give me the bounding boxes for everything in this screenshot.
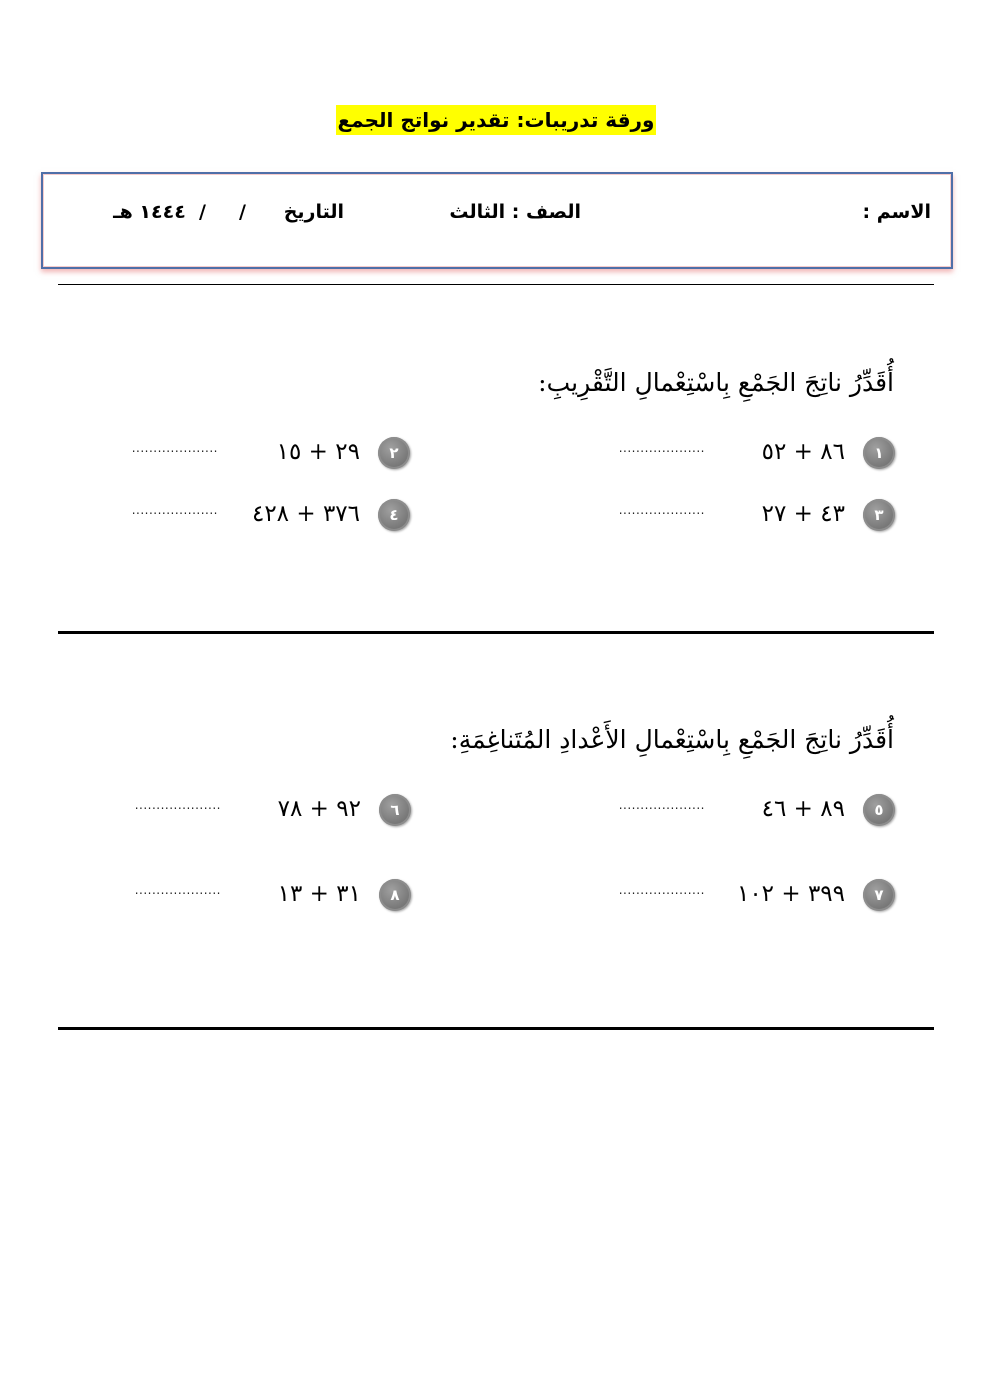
problem-number-badge: ٢ [378,437,410,469]
divider-middle [58,631,934,634]
name-label: الاسم : [862,201,931,223]
problem-number-badge: ٧ [863,879,895,911]
page-title: ورقة تدريبات: تقدير نواتج الجمع [336,105,657,135]
problem-1 [595,437,895,469]
section1-title: أُقَدِّرُ ناتِجَ الجَمْعِ بِاسْتِعْمالِ التَّقْرِيبِ: [538,368,894,397]
answer-blank: .................... [618,883,705,897]
grade-label: الصف : الثالث [449,201,581,223]
answer-blank: .................... [131,503,218,517]
divider-top [58,284,934,285]
problem-number-badge: ٤ [378,499,410,531]
answer-blank: .................... [134,883,221,897]
problem-expression: ٩٢ + ٧٨ [277,796,361,822]
problem-7 [595,879,895,911]
problem-5 [595,794,895,826]
problem-number-badge: ١ [863,437,895,469]
answer-blank: .................... [618,441,705,455]
problem-number-badge: ٣ [863,499,895,531]
student-info-box [41,172,953,269]
answer-blank: .................... [131,441,218,455]
problem-expression: ٨٩ + ٤٦ [761,796,845,822]
answer-blank: .................... [618,503,705,517]
problem-2 [110,437,410,469]
problem-3 [595,499,895,531]
problem-expression: ٤٣ + ٢٧ [761,501,845,527]
problem-8 [111,879,411,911]
problem-number-badge: ٦ [379,794,411,826]
problem-expression: ٨٦ + ٥٢ [761,439,845,465]
problem-6 [111,794,411,826]
problem-expression: ٢٩ + ١٥ [276,439,360,465]
title-wrapper [0,105,992,135]
answer-blank: .................... [134,798,221,812]
divider-bottom [58,1027,934,1030]
problem-number-badge: ٥ [863,794,895,826]
problem-number-badge: ٨ [379,879,411,911]
problem-expression: ٣٩٩ + ١٠٢ [736,881,845,907]
section2-title: أُقَدِّرُ ناتِجَ الجَمْعِ بِاسْتِعْمالِ الأَعْدادِ المُتَناغِمَةِ: [450,725,894,754]
problem-expression: ٣٧٦ + ٤٢٨ [251,501,360,527]
problem-expression: ٣١ + ١٣ [277,881,361,907]
problem-4 [110,499,410,531]
answer-blank: .................... [618,798,705,812]
date-label: التاريخ [283,201,344,223]
date-value: / / ١٤٤٤ هـ [113,201,246,223]
